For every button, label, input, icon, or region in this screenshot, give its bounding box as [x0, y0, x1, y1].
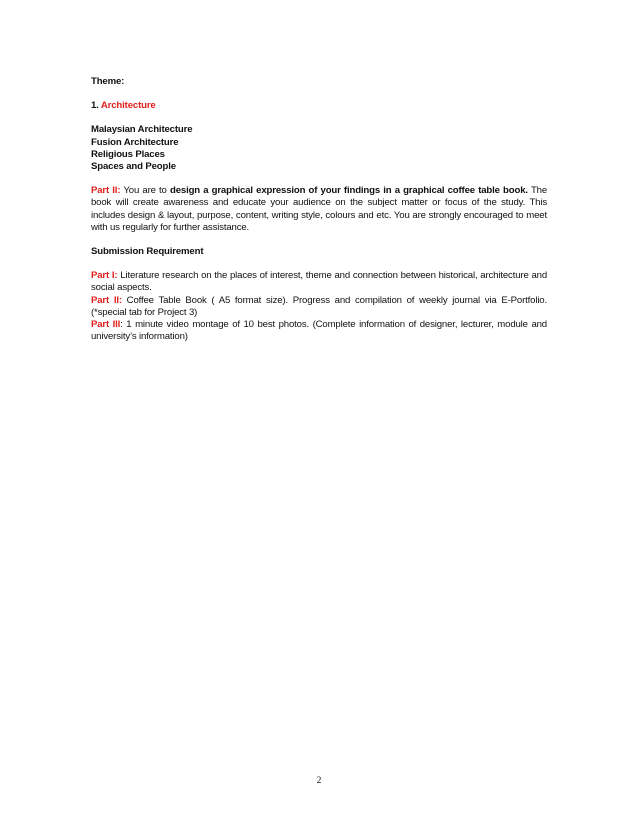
- list-item: Fusion Architecture: [91, 136, 179, 148]
- list-item: Spaces and People: [91, 161, 176, 173]
- part2-intro-paragraph: [91, 185, 547, 234]
- submission-text: Literature research on the places of interest, theme and connection between historical, architecture and social aspects.: [91, 270, 548, 294]
- document-body: [91, 76, 547, 343]
- submission-heading: Submission Requirement: [91, 246, 204, 258]
- submission-label: Part I:: [91, 270, 118, 282]
- architecture-list: [91, 124, 547, 173]
- submission-text: Coffee Table Book ( A5 format size). Progress and compilation of weekly journal via E-Portfolio. (*special tab for Project 3): [91, 294, 548, 318]
- submission-item-part3: [91, 319, 547, 343]
- part2-lead: You are to: [123, 185, 167, 197]
- list-item: Religious Places: [91, 148, 165, 160]
- submission-text: : 1 minute video montage of 10 best photos. (Complete information of designer, lecturer, module and university’s information): [91, 319, 547, 343]
- page-number: 2: [316, 776, 322, 786]
- theme-title: [91, 100, 547, 112]
- theme-name: Architecture: [100, 100, 156, 112]
- theme-number: 1.: [91, 100, 99, 112]
- submission-label: Part II:: [91, 294, 122, 306]
- part2-label: Part II:: [91, 185, 121, 197]
- list-item: Malaysian Architecture: [91, 124, 193, 136]
- submission-item-part1: [91, 270, 547, 294]
- theme-heading: Theme:: [91, 76, 125, 87]
- submission-label: Part III: [91, 319, 121, 331]
- part2-body: The book will create awareness and educate your audience on the subject matter or focus of the study. This includes design & layout, purpose, content, writing style, colours and etc. You are strongly encouraged to meet with us regularly for further assistance.: [91, 185, 548, 233]
- submission-item-part2: [91, 295, 547, 319]
- part2-bold-text: design a graphical expression of your findings in a graphical coffee table book.: [169, 185, 528, 197]
